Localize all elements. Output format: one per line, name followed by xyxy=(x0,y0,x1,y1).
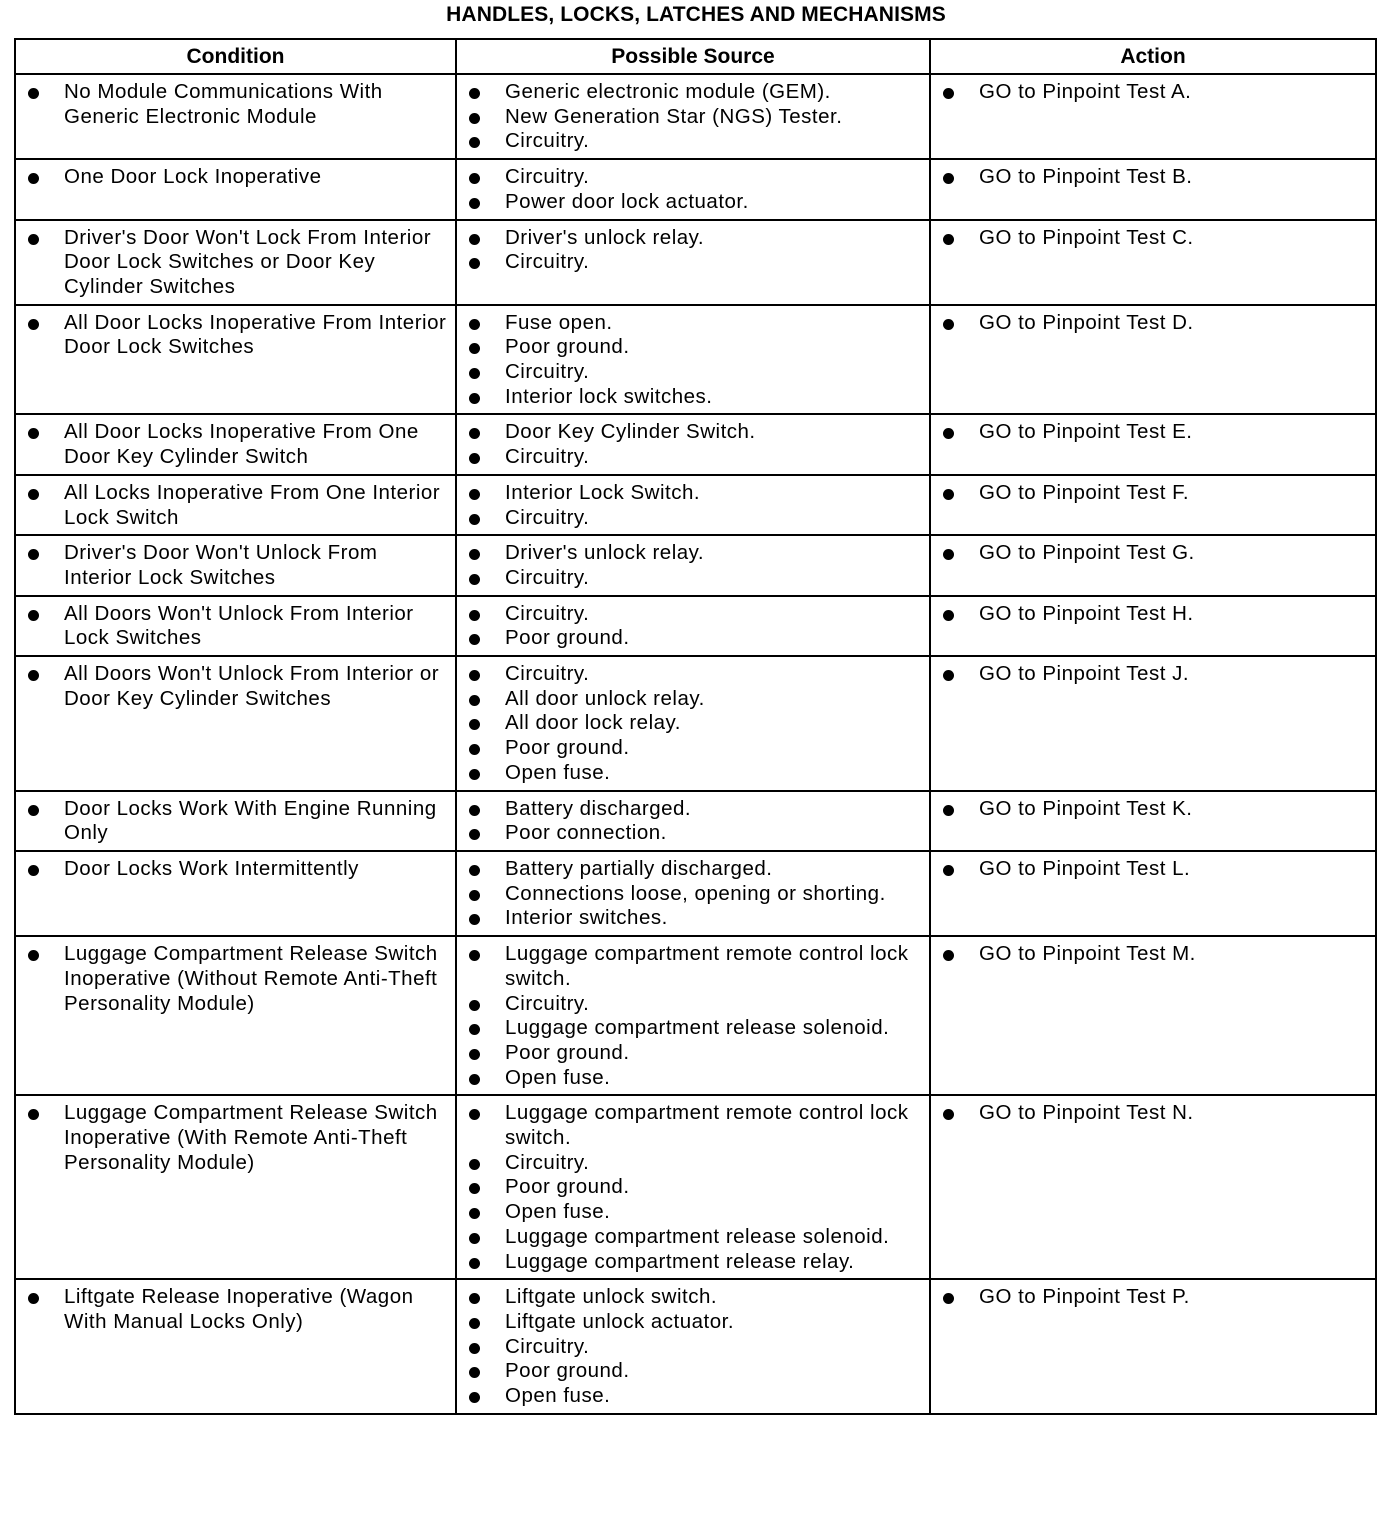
bullet-list xyxy=(16,75,455,133)
condition-cell xyxy=(15,936,456,1095)
bullet-list xyxy=(457,937,929,1094)
action-cell xyxy=(930,656,1376,791)
bullet-list xyxy=(457,1280,929,1413)
action-cell xyxy=(930,535,1376,595)
condition-cell xyxy=(15,159,456,219)
bullet-item: Circuitry. xyxy=(457,566,923,591)
condition-cell xyxy=(15,1279,456,1414)
possible-source-cell xyxy=(456,74,930,159)
condition-cell xyxy=(15,1095,456,1279)
bullet-list xyxy=(931,306,1375,340)
bullet-list xyxy=(931,657,1375,691)
bullet-list xyxy=(931,597,1375,631)
table-row xyxy=(15,74,1376,159)
condition-cell xyxy=(15,220,456,305)
bullet-item: Driver's Door Won't Unlock From Interior Lock Switches xyxy=(16,541,449,590)
bullet-item: Luggage Compartment Release Switch Inoperative (With Remote Anti-Theft Personality Module) xyxy=(16,1101,449,1175)
possible-source-cell xyxy=(456,535,930,595)
bullet-item: Open fuse. xyxy=(457,1384,923,1409)
table-row xyxy=(15,656,1376,791)
bullet-list xyxy=(457,160,929,218)
bullet-item: Interior Lock Switch. xyxy=(457,481,923,506)
possible-source-cell xyxy=(456,596,930,656)
possible-source-cell xyxy=(456,851,930,936)
possible-source-cell xyxy=(456,414,930,474)
table-body xyxy=(15,74,1376,1414)
table-row xyxy=(15,936,1376,1095)
action-cell xyxy=(930,851,1376,936)
diagnosis-table xyxy=(14,38,1377,1415)
bullet-list xyxy=(457,476,929,534)
possible-source-cell xyxy=(456,791,930,851)
table-row xyxy=(15,220,1376,305)
bullet-item: Liftgate unlock actuator. xyxy=(457,1310,923,1335)
bullet-item: Circuitry. xyxy=(457,1151,923,1176)
bullet-item: Open fuse. xyxy=(457,1066,923,1091)
bullet-list xyxy=(457,792,929,850)
bullet-item: Door Locks Work With Engine Running Only xyxy=(16,797,449,846)
condition-cell xyxy=(15,74,456,159)
page-title: HANDLES, LOCKS, LATCHES AND MECHANISMS xyxy=(446,3,946,26)
possible-source-cell xyxy=(456,1279,930,1414)
bullet-list xyxy=(16,657,455,715)
bullet-item: Interior switches. xyxy=(457,906,923,931)
table-row xyxy=(15,414,1376,474)
bullet-item: GO to Pinpoint Test G. xyxy=(931,541,1369,566)
bullet-list xyxy=(16,536,455,594)
action-cell xyxy=(930,1095,1376,1279)
bullet-item: Circuitry. xyxy=(457,992,923,1017)
bullet-item: Circuitry. xyxy=(457,662,923,687)
bullet-item: GO to Pinpoint Test J. xyxy=(931,662,1369,687)
bullet-list xyxy=(457,415,929,473)
table-row xyxy=(15,851,1376,936)
bullet-list xyxy=(16,415,455,473)
table-row xyxy=(15,305,1376,415)
bullet-item: Poor ground. xyxy=(457,335,923,360)
bullet-item: No Module Communications With Generic Electronic Module xyxy=(16,80,449,129)
action-cell xyxy=(930,596,1376,656)
bullet-item: GO to Pinpoint Test D. xyxy=(931,311,1369,336)
bullet-list xyxy=(16,1096,455,1179)
bullet-item: Circuitry. xyxy=(457,445,923,470)
bullet-item: Driver's unlock relay. xyxy=(457,226,923,251)
bullet-item: All Doors Won't Unlock From Interior or Door Key Cylinder Switches xyxy=(16,662,449,711)
bullet-item: Generic electronic module (GEM). xyxy=(457,80,923,105)
bullet-list xyxy=(931,160,1375,194)
bullet-item: Power door lock actuator. xyxy=(457,190,923,215)
bullet-list xyxy=(457,75,929,158)
bullet-item: Circuitry. xyxy=(457,360,923,385)
possible-source-cell xyxy=(456,1095,930,1279)
bullet-item: Fuse open. xyxy=(457,311,923,336)
bullet-item: All Locks Inoperative From One Interior Lock Switch xyxy=(16,481,449,530)
bullet-item: All Door Locks Inoperative From Interior Door Lock Switches xyxy=(16,311,449,360)
bullet-item: Luggage compartment remote control lock switch. xyxy=(457,1101,923,1150)
condition-cell xyxy=(15,791,456,851)
bullet-list xyxy=(931,476,1375,510)
bullet-list xyxy=(16,221,455,304)
possible-source-cell xyxy=(456,656,930,791)
bullet-item: Circuitry. xyxy=(457,506,923,531)
action-cell xyxy=(930,74,1376,159)
bullet-item: Poor ground. xyxy=(457,1359,923,1384)
condition-cell xyxy=(15,475,456,535)
bullet-item: Interior lock switches. xyxy=(457,385,923,410)
bullet-item: Poor ground. xyxy=(457,736,923,761)
bullet-item: All door unlock relay. xyxy=(457,687,923,712)
bullet-list xyxy=(16,852,455,886)
bullet-list xyxy=(931,1280,1375,1314)
bullet-item: Open fuse. xyxy=(457,1200,923,1225)
condition-cell xyxy=(15,535,456,595)
column-header-condition: Condition xyxy=(15,39,456,74)
table-row xyxy=(15,475,1376,535)
bullet-item: Circuitry. xyxy=(457,129,923,154)
column-header-action: Action xyxy=(930,39,1376,74)
condition-cell xyxy=(15,414,456,474)
bullet-list xyxy=(16,597,455,655)
possible-source-cell xyxy=(456,220,930,305)
bullet-item: Door Key Cylinder Switch. xyxy=(457,420,923,445)
bullet-item: Luggage compartment release solenoid. xyxy=(457,1016,923,1041)
table-header-row xyxy=(15,39,1376,74)
action-cell xyxy=(930,305,1376,415)
action-cell xyxy=(930,791,1376,851)
bullet-item: Open fuse. xyxy=(457,761,923,786)
bullet-item: GO to Pinpoint Test M. xyxy=(931,942,1369,967)
bullet-list xyxy=(931,75,1375,109)
bullet-list xyxy=(16,476,455,534)
bullet-item: GO to Pinpoint Test C. xyxy=(931,226,1369,251)
bullet-item: GO to Pinpoint Test B. xyxy=(931,165,1369,190)
table-row xyxy=(15,1279,1376,1414)
bullet-item: Poor connection. xyxy=(457,821,923,846)
action-cell xyxy=(930,414,1376,474)
bullet-list xyxy=(931,1096,1375,1130)
bullet-item: Driver's Door Won't Lock From Interior Door Lock Switches or Door Key Cylinder Switches xyxy=(16,226,449,300)
column-header-possible-source: Possible Source xyxy=(456,39,930,74)
bullet-item: Circuitry. xyxy=(457,250,923,275)
bullet-item: All Doors Won't Unlock From Interior Lock Switches xyxy=(16,602,449,651)
table-row xyxy=(15,1095,1376,1279)
bullet-item: Luggage compartment release solenoid. xyxy=(457,1225,923,1250)
table-row xyxy=(15,791,1376,851)
bullet-item: Luggage compartment remote control lock switch. xyxy=(457,942,923,991)
bullet-list xyxy=(931,792,1375,826)
bullet-list xyxy=(931,415,1375,449)
bullet-list xyxy=(931,221,1375,255)
bullet-item: Driver's unlock relay. xyxy=(457,541,923,566)
table-row xyxy=(15,535,1376,595)
possible-source-cell xyxy=(456,159,930,219)
bullet-item: GO to Pinpoint Test N. xyxy=(931,1101,1369,1126)
bullet-list xyxy=(931,536,1375,570)
bullet-list xyxy=(16,937,455,1020)
action-cell xyxy=(930,159,1376,219)
table-row xyxy=(15,159,1376,219)
possible-source-cell xyxy=(456,305,930,415)
bullet-item: All door lock relay. xyxy=(457,711,923,736)
condition-cell xyxy=(15,851,456,936)
bullet-item: Circuitry. xyxy=(457,1335,923,1360)
bullet-item: All Door Locks Inoperative From One Door Key Cylinder Switch xyxy=(16,420,449,469)
bullet-item: Battery partially discharged. xyxy=(457,857,923,882)
bullet-list xyxy=(16,1280,455,1338)
action-cell xyxy=(930,475,1376,535)
bullet-item: Luggage Compartment Release Switch Inoperative (Without Remote Anti-Theft Personality Module) xyxy=(16,942,449,1016)
action-cell xyxy=(930,220,1376,305)
table-row xyxy=(15,596,1376,656)
bullet-item: Poor ground. xyxy=(457,1175,923,1200)
bullet-item: Door Locks Work Intermittently xyxy=(16,857,449,882)
bullet-item: Poor ground. xyxy=(457,1041,923,1066)
bullet-list xyxy=(457,597,929,655)
bullet-item: GO to Pinpoint Test K. xyxy=(931,797,1369,822)
bullet-item: GO to Pinpoint Test F. xyxy=(931,481,1369,506)
bullet-list xyxy=(16,160,455,194)
bullet-item: New Generation Star (NGS) Tester. xyxy=(457,105,923,130)
action-cell xyxy=(930,1279,1376,1414)
condition-cell xyxy=(15,305,456,415)
bullet-item: GO to Pinpoint Test L. xyxy=(931,857,1369,882)
possible-source-cell xyxy=(456,936,930,1095)
bullet-item: Battery discharged. xyxy=(457,797,923,822)
bullet-item: Circuitry. xyxy=(457,602,923,627)
bullet-list xyxy=(457,852,929,935)
bullet-list xyxy=(16,306,455,364)
bullet-item: Circuitry. xyxy=(457,165,923,190)
bullet-list xyxy=(457,657,929,790)
bullet-item: GO to Pinpoint Test P. xyxy=(931,1285,1369,1310)
bullet-item: Luggage compartment release relay. xyxy=(457,1250,923,1275)
condition-cell xyxy=(15,596,456,656)
bullet-item: GO to Pinpoint Test H. xyxy=(931,602,1369,627)
bullet-item: One Door Lock Inoperative xyxy=(16,165,449,190)
bullet-item: GO to Pinpoint Test A. xyxy=(931,80,1369,105)
action-cell xyxy=(930,936,1376,1095)
bullet-item: Liftgate unlock switch. xyxy=(457,1285,923,1310)
bullet-item: Connections loose, opening or shorting. xyxy=(457,882,923,907)
possible-source-cell xyxy=(456,475,930,535)
bullet-list xyxy=(457,536,929,594)
bullet-list xyxy=(931,937,1375,971)
bullet-list xyxy=(457,306,929,414)
bullet-item: Poor ground. xyxy=(457,626,923,651)
condition-cell xyxy=(15,656,456,791)
bullet-item: GO to Pinpoint Test E. xyxy=(931,420,1369,445)
bullet-list xyxy=(931,852,1375,886)
bullet-list xyxy=(16,792,455,850)
bullet-list xyxy=(457,221,929,279)
bullet-list xyxy=(457,1096,929,1278)
bullet-item: Liftgate Release Inoperative (Wagon With Manual Locks Only) xyxy=(16,1285,449,1334)
